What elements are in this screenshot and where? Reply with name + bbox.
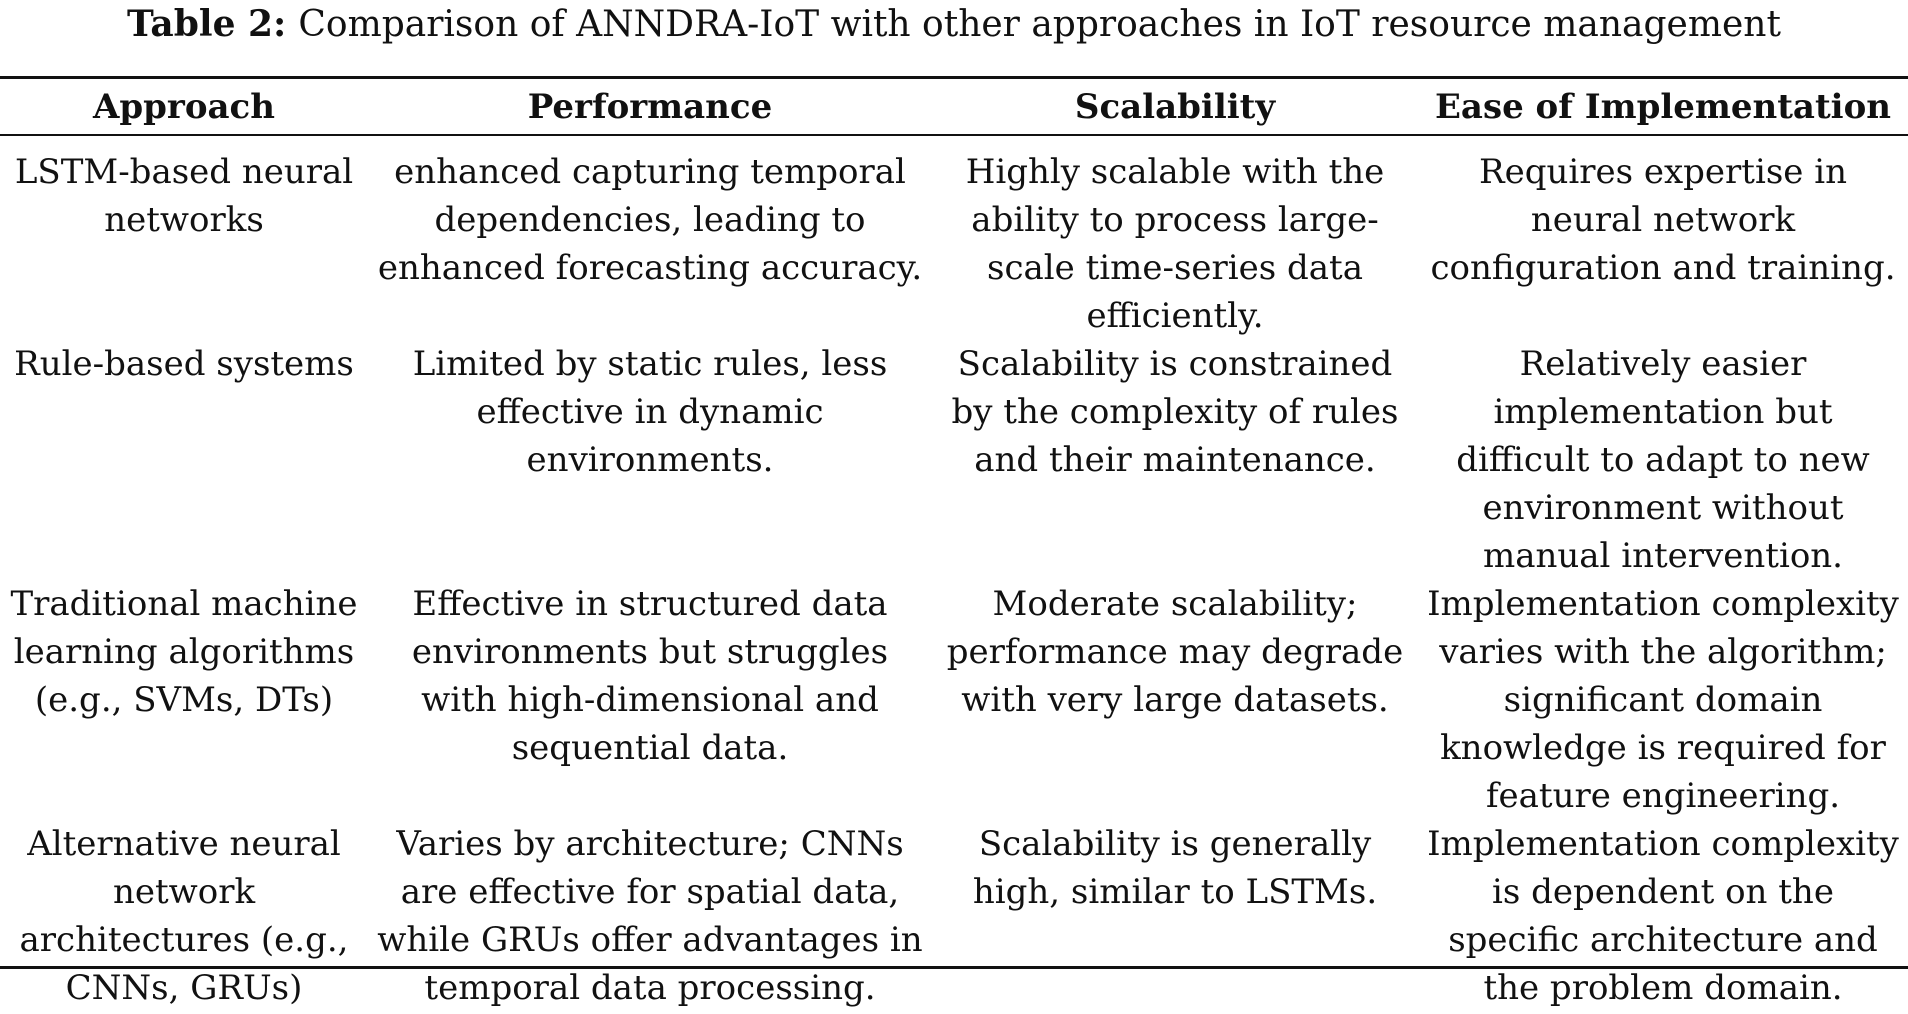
cell-scalability: Scalability is generally high, similar to LSTMs. <box>972 824 1378 912</box>
header-approach: Approach <box>93 87 275 127</box>
cell-approach: Traditional machine learning algorithms (e.g., SVMs, DTs) <box>10 584 358 720</box>
cell-performance: Varies by architecture; CNNs are effective for spatial data, while GRUs offer advantages in temporal data processing. <box>377 824 923 1008</box>
table-row <box>0 820 1908 1014</box>
header-performance: Performance <box>527 87 773 127</box>
cell-approach: Rule-based systems <box>14 344 354 384</box>
cell-ease: Implementation complexity is dependent on the specific architecture and the problem domain. <box>1427 824 1899 1008</box>
table-caption-label: Table 2: <box>127 3 287 45</box>
table-top-rule <box>0 76 1908 79</box>
cell-ease: Requires expertise in neural network configuration and training. <box>1430 152 1896 288</box>
table-caption <box>0 2 1908 47</box>
comparison-table <box>0 84 1908 1014</box>
header-scalability: Scalability <box>1074 87 1276 127</box>
cell-ease: Implementation complexity varies with the algorithm; significant domain knowledge is required for feature engineering. <box>1427 584 1899 816</box>
cell-approach: Alternative neural network architectures (e.g., CNNs, GRUs) <box>19 824 349 1008</box>
cell-ease: Relatively easier implementation but difficult to adapt to new environment without manual intervention. <box>1456 344 1870 576</box>
table-row <box>0 580 1908 820</box>
cell-performance: Effective in structured data environments but struggles with high-dimensional and sequential data. <box>411 584 889 768</box>
cell-scalability: Scalability is constrained by the complexity of rules and their maintenance. <box>951 344 1399 480</box>
cell-scalability: Highly scalable with the ability to process large-scale time-series data efficiently. <box>965 152 1385 336</box>
cell-scalability: Moderate scalability; performance may degrade with very large datasets. <box>946 584 1404 720</box>
cell-performance: Limited by static rules, less effective in dynamic environments. <box>412 344 888 480</box>
cell-approach: LSTM-based neural networks <box>14 152 354 240</box>
table-header-row <box>0 84 1908 138</box>
table-row <box>0 138 1908 340</box>
table-caption-text: Comparison of ANNDRA-IoT with other approaches in IoT resource management <box>298 4 1781 45</box>
cell-performance: enhanced capturing temporal dependencies, leading to enhanced forecasting accuracy. <box>377 152 923 288</box>
table-row <box>0 340 1908 580</box>
header-ease-of-implementation: Ease of Implementation <box>1435 87 1891 127</box>
